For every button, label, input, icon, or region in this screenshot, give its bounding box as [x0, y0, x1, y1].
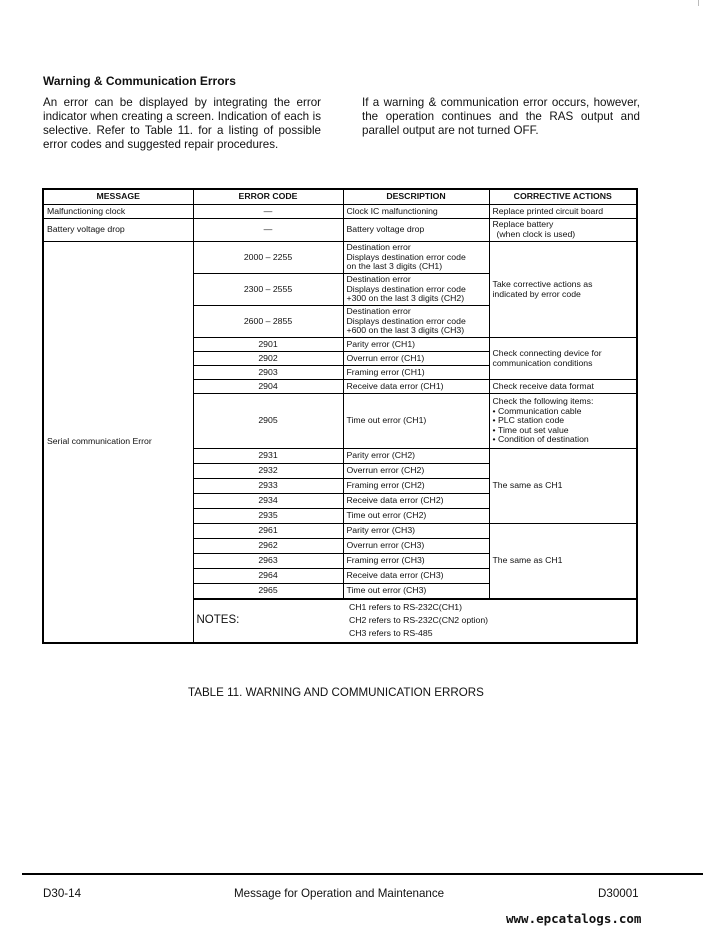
action-line: Take corrective actions as	[492, 278, 593, 289]
action-line: Check the following items:	[492, 396, 594, 407]
description-line: Displays destination error code	[346, 283, 466, 294]
action-line: Check connecting device for	[492, 347, 602, 358]
error-code-cell: 2905	[193, 394, 343, 449]
table-row	[43, 219, 637, 242]
error-code-cell: 2933	[193, 479, 343, 494]
description-cell: Time out error (CH1)	[343, 394, 489, 449]
footer-page-number: D30-14	[43, 887, 82, 900]
table-row	[43, 205, 637, 219]
error-code-cell: 2000 – 2255	[193, 242, 343, 274]
description-cell: Receive data error (CH1)	[343, 380, 489, 394]
footer-title: Message for Operation and Maintenance	[234, 887, 445, 900]
note-line: CH1 refers to RS-232C(CH1)	[349, 602, 462, 612]
description-line: Displays destination error code	[346, 251, 466, 262]
error-code-cell: 2903	[193, 366, 343, 380]
error-table	[42, 188, 638, 644]
description-cell: Overrun error (CH1)	[343, 352, 489, 366]
description-cell: Clock IC malfunctioning	[343, 205, 489, 219]
error-code-cell: 2600 – 2855	[193, 306, 343, 338]
description-line: +600 on the last 3 digits (CH3)	[346, 325, 465, 336]
action-line: indicated by error code	[492, 288, 581, 299]
error-code-cell: 2934	[193, 494, 343, 509]
description-cell: Framing error (CH3)	[343, 554, 489, 569]
checklist-item: • Communication cable	[493, 407, 634, 417]
header-message: MESSAGE	[43, 189, 193, 205]
description-cell: Parity error (CH1)	[343, 338, 489, 352]
action-cell: Replace printed circuit board	[489, 205, 637, 219]
action-cell	[489, 338, 637, 380]
intro-paragraph-right: If a warning & communication error occurs, however, the operation continues and the RAS output and parallel output are not turned OFF.	[362, 96, 640, 137]
intro-paragraph-left: An error can be displayed by integrating the error indicator when creating a screen. Indication of each is selective. Refer to Table 11. for a listing of possible error codes and suggested repair procedures.	[43, 96, 321, 151]
checklist-item: • Time out set value	[493, 426, 634, 436]
error-code-cell: —	[193, 219, 343, 242]
notes-list	[343, 599, 637, 643]
page-edge-mark	[698, 0, 699, 6]
description-cell: Time out error (CH3)	[343, 584, 489, 599]
action-cell: The same as CH1	[489, 524, 637, 599]
description-cell: Framing error (CH1)	[343, 366, 489, 380]
description-cell: Time out error (CH2)	[343, 509, 489, 524]
action-cell: The same as CH1	[489, 449, 637, 524]
checklist-item: • Condition of destination	[493, 435, 634, 445]
description-line: Destination error	[346, 274, 411, 285]
action-cell: Check receive data format	[489, 380, 637, 394]
table-caption: TABLE 11. WARNING AND COMMUNICATION ERRORS	[188, 686, 484, 699]
description-line: Destination error	[346, 306, 411, 317]
error-code-cell: 2964	[193, 569, 343, 584]
message-cell: Malfunctioning clock	[43, 205, 193, 219]
table-row	[43, 242, 637, 274]
watermark-url: www.epcatalogs.com	[506, 911, 642, 926]
table-header-row	[43, 189, 637, 205]
description-cell: Battery voltage drop	[343, 219, 489, 242]
description-cell: Receive data error (CH3)	[343, 569, 489, 584]
description-line: +300 on the last 3 digits (CH2)	[346, 293, 465, 304]
header-corrective-actions: CORRECTIVE ACTIONS	[489, 189, 637, 205]
description-cell: Parity error (CH3)	[343, 524, 489, 539]
footer-doc-code: D30001	[598, 887, 639, 900]
description-line: Destination error	[346, 242, 411, 253]
note-line: CH2 refers to RS-232C(CN2 option)	[349, 615, 489, 625]
action-line: (when clock is used)	[496, 229, 576, 239]
error-code-cell: —	[193, 205, 343, 219]
description-cell	[343, 306, 489, 338]
error-code-cell: 2932	[193, 464, 343, 479]
error-code-cell: 2300 – 2555	[193, 274, 343, 306]
error-code-cell: 2931	[193, 449, 343, 464]
description-cell	[343, 242, 489, 274]
section-heading: Warning & Communication Errors	[43, 74, 236, 88]
description-cell: Receive data error (CH2)	[343, 494, 489, 509]
action-line: communication conditions	[492, 357, 593, 368]
checklist-item: • PLC station code	[493, 416, 634, 426]
error-code-cell: 2902	[193, 352, 343, 366]
error-code-cell: 2935	[193, 509, 343, 524]
header-error-code: ERROR CODE	[193, 189, 343, 205]
description-cell: Parity error (CH2)	[343, 449, 489, 464]
action-line: Replace battery	[492, 219, 554, 230]
description-cell: Overrun error (CH2)	[343, 464, 489, 479]
footer-divider	[22, 873, 703, 875]
action-cell	[489, 219, 637, 242]
action-cell	[489, 242, 637, 338]
error-code-cell: 2965	[193, 584, 343, 599]
action-cell	[489, 394, 637, 449]
error-code-cell: 2901	[193, 338, 343, 352]
description-line: on the last 3 digits (CH1)	[346, 261, 443, 272]
description-cell: Overrun error (CH3)	[343, 539, 489, 554]
description-cell: Framing error (CH2)	[343, 479, 489, 494]
note-line: CH3 refers to RS-485	[349, 628, 433, 638]
error-code-cell: 2961	[193, 524, 343, 539]
description-cell	[343, 274, 489, 306]
error-code-cell: 2904	[193, 380, 343, 394]
description-line: Displays destination error code	[346, 315, 466, 326]
error-code-cell: 2962	[193, 539, 343, 554]
message-cell: Battery voltage drop	[43, 219, 193, 242]
notes-label: NOTES:	[196, 613, 240, 626]
error-code-cell: 2963	[193, 554, 343, 569]
serial-message-cell: Serial communication Error	[43, 242, 193, 643]
header-description: DESCRIPTION	[343, 189, 489, 205]
